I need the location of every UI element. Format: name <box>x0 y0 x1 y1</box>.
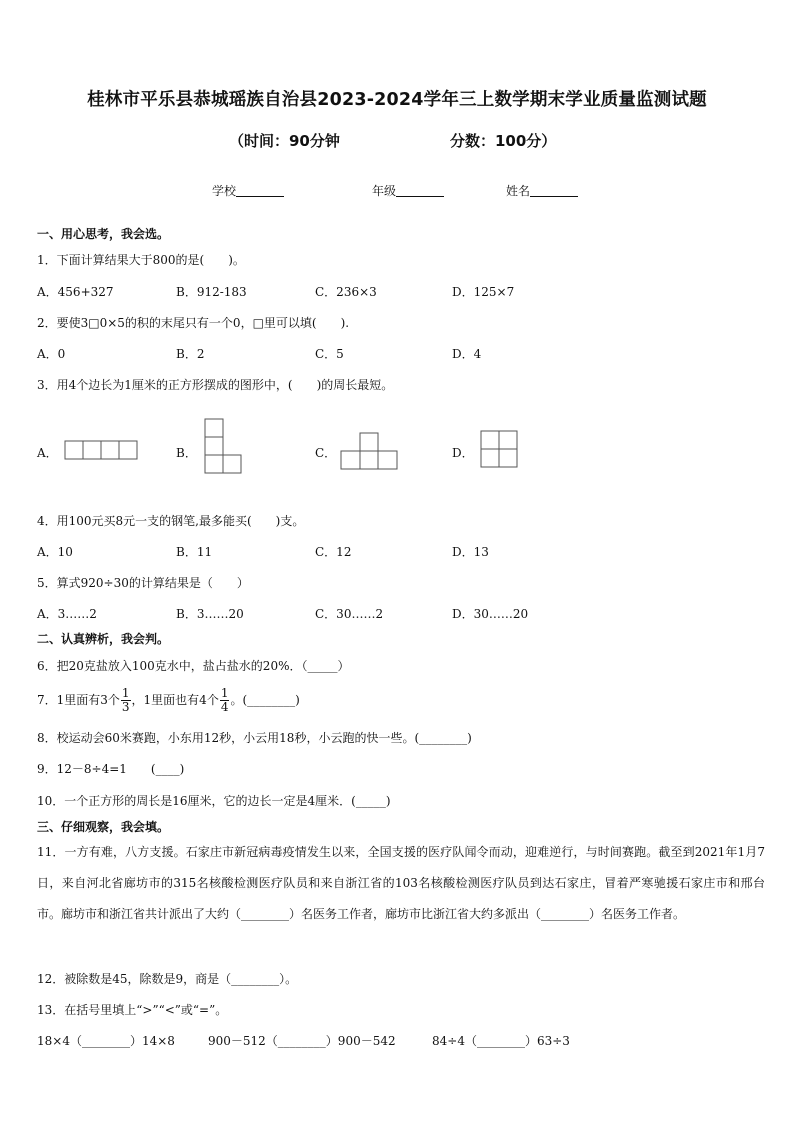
q7-text-b: ，1里面也有4个 <box>131 693 219 707</box>
grade-label: 年级 <box>372 184 397 198</box>
question-3: 3．用4个边长为1厘米的正方形摆成的图形中，( )的周长最短。 <box>37 378 394 392</box>
q7-fraction-one-fourth <box>220 687 230 714</box>
school-field[interactable] <box>212 182 284 199</box>
q3-shape-d-figure <box>480 430 522 470</box>
q2-option-d[interactable]: D．4 <box>452 347 482 361</box>
question-2: 2．要使3□0×5的积的末尾只有一个0，□里可以填( ). <box>37 316 350 330</box>
q3-option-c[interactable]: C． <box>315 446 337 460</box>
section-3-heading: 三、仔细观察，我会填。 <box>37 820 170 834</box>
name-field[interactable] <box>506 182 578 199</box>
q3-option-d[interactable]: D． <box>452 446 474 460</box>
question-11: 11．一方有难，八方支援。石家庄市新冠病毒疫情发生以来，全国支援的医疗队闻令而动，迎难逆行，与时间赛跑。截至到2021年1月7日，来自河北省廊坊市的315名核酸检测医疗队员和来自浙江省的103名核酸检测医疗队员到达石家庄，冒着严寒驰援石家庄市和邢台市。廊坊市和浙江省共计派出了大约（________）名医务工作者，廊坊市比浙江省大约多派出（________）名医务工作者。 <box>37 845 765 921</box>
time-limit: （时间：90分钟 <box>229 132 340 150</box>
q5-option-c[interactable]: C．30……2 <box>315 607 384 621</box>
q5-option-a[interactable]: A．3……2 <box>37 607 97 621</box>
question-6: 6．把20克盐放入100克水中，盐占盐水的20%．（_____） <box>37 659 350 673</box>
section-1-heading: 一、用心思考，我会选。 <box>37 227 170 241</box>
q7-text-a: 7．1里面有3个 <box>37 693 120 707</box>
q1-option-c[interactable]: C．236×3 <box>315 285 377 299</box>
question-9: 9．12－8÷4=1 (____) <box>37 762 185 776</box>
grade-blank[interactable] <box>396 184 444 197</box>
question-7 <box>37 683 300 717</box>
q3-option-b[interactable]: B． <box>176 446 197 460</box>
q7-fraction-one-third <box>121 687 131 714</box>
school-label: 学校 <box>212 184 237 198</box>
q4-option-c[interactable]: C．12 <box>315 545 352 559</box>
q4-option-d[interactable]: D．13 <box>452 545 489 559</box>
grade-field[interactable] <box>372 182 444 199</box>
q4-option-b[interactable]: B．11 <box>176 545 213 559</box>
q7-text-c: 。(________) <box>230 693 300 707</box>
section-2-heading: 二、认真辨析，我会判。 <box>37 632 170 646</box>
name-label: 姓名 <box>506 184 531 198</box>
q5-option-b[interactable]: B．3……20 <box>176 607 244 621</box>
q7-frac2-denominator: 4 <box>220 700 229 714</box>
question-10: 10．一个正方形的周长是16厘米，它的边长一定是4厘米．(_____) <box>37 794 391 808</box>
q7-frac1-numerator: 1 <box>121 686 130 700</box>
q13-comparison-3[interactable]: 84÷4（________）63÷3 <box>432 1034 570 1048</box>
q1-option-a[interactable]: A．456+327 <box>37 285 114 299</box>
q2-option-a[interactable]: A．0 <box>37 347 66 361</box>
total-score: 分数：100分） <box>450 132 557 150</box>
question-13: 13．在括号里填上“>”“<”或“=”。 <box>37 1003 228 1017</box>
q3-shape-c-figure <box>340 432 400 472</box>
q2-option-c[interactable]: C．5 <box>315 347 344 361</box>
page-title: 桂林市平乐县恭城瑶族自治县2023-2024学年三上数学期末学业质量监测试题 <box>87 90 707 110</box>
q2-option-b[interactable]: B．2 <box>176 347 205 361</box>
q7-frac2-numerator: 1 <box>220 686 229 700</box>
question-1: 1．下面计算结果大于800的是( )。 <box>37 253 245 267</box>
q3-shape-b-figure <box>204 418 246 476</box>
q1-option-d[interactable]: D．125×7 <box>452 285 515 299</box>
question-5: 5．算式920÷30的计算结果是（ ） <box>37 576 249 590</box>
name-blank[interactable] <box>530 184 578 197</box>
question-8: 8．校运动会60米赛跑，小东用12秒，小云用18秒，小云跑的快一些。(________) <box>37 731 472 745</box>
q1-option-b[interactable]: B．912-183 <box>176 285 247 299</box>
q4-option-a[interactable]: A．10 <box>37 545 73 559</box>
question-12: 12．被除数是45，除数是9，商是（________）。 <box>37 972 298 986</box>
question-4: 4．用100元买8元一支的钢笔,最多能买( )支。 <box>37 514 305 528</box>
q7-frac1-denominator: 3 <box>121 700 130 714</box>
q3-option-a[interactable]: A． <box>37 446 58 460</box>
q3-shape-a-figure <box>64 440 140 461</box>
q13-comparison-1[interactable]: 18×4（________）14×8 <box>37 1034 175 1048</box>
school-blank[interactable] <box>236 184 284 197</box>
q5-option-d[interactable]: D．30……20 <box>452 607 529 621</box>
q13-comparison-2[interactable]: 900－512（________）900－542 <box>208 1034 396 1048</box>
